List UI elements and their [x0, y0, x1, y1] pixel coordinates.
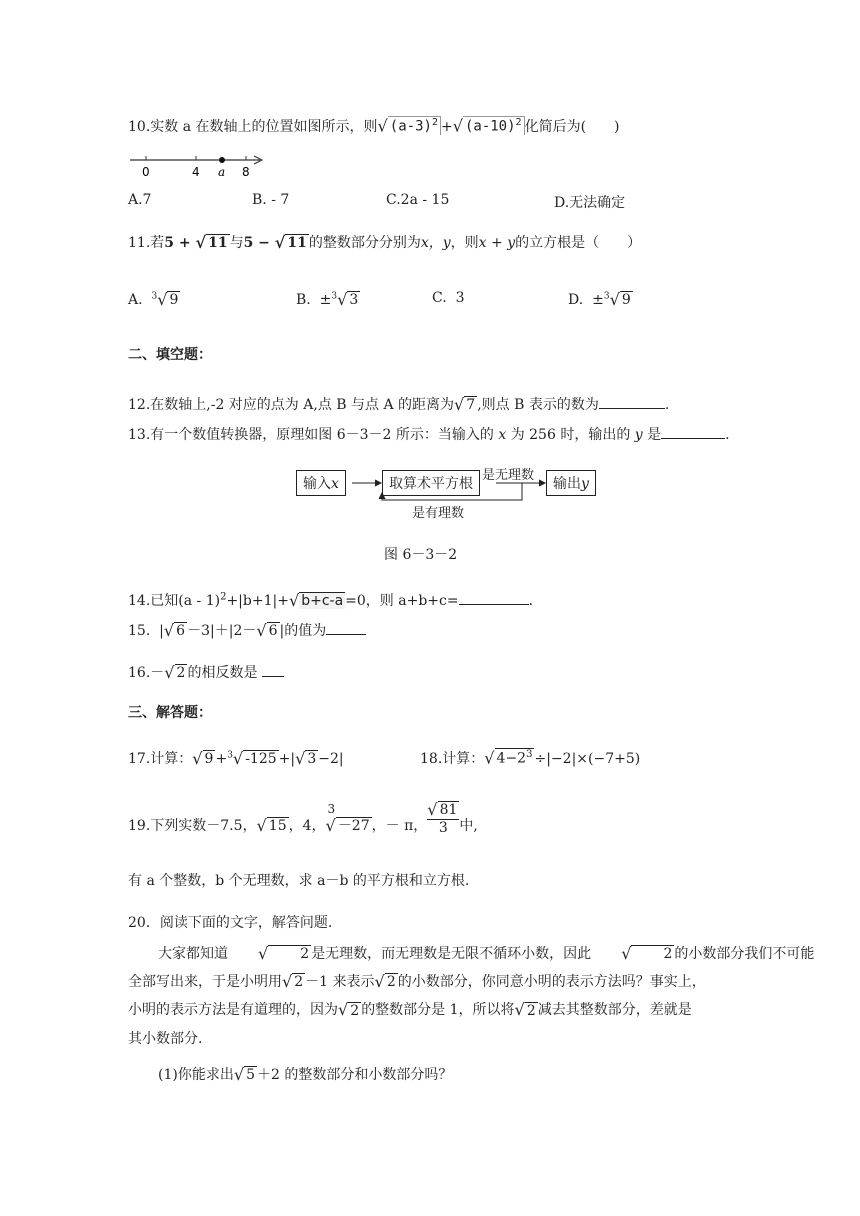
q20-p3-c: 减去其整数部分，差就是 [537, 1002, 692, 1019]
q14-text-b: +|b+1|+ [226, 593, 289, 609]
q11-mid: 与 [229, 235, 244, 251]
sqrt2-body: 2 [350, 1002, 360, 1019]
q10-option-c: C.2a - 15 [386, 192, 450, 208]
q15-radical-1: √ 6 [163, 620, 186, 640]
q20-p3-a: 小明的表示方法是有道理的，因为 [128, 1002, 338, 1019]
q18-rad-1: 4 [496, 751, 506, 767]
sqrt2-radical: √ 2 [374, 972, 396, 992]
q11-opt-c-value: 3 [455, 290, 465, 306]
q11-opt-a-rad: 9 [169, 292, 179, 309]
q13-text-b: 为 256 时，输出的 [510, 427, 631, 443]
q12-end: . [664, 397, 670, 413]
q19-index: 3 [327, 802, 336, 816]
q20-p1-a: 大家都知道 [158, 946, 228, 963]
q19-line-2: 有 a 个整数，b 个无理数，求 a－b 的平方根和立方根. [128, 873, 470, 889]
section-heading-solve: 三、解答题： [128, 705, 212, 721]
q19-text-b: 中, [459, 818, 478, 834]
q11-text-a: 11.若 [128, 235, 165, 251]
q15-abs2-pre: 2－ [233, 623, 257, 639]
q20-line-1 [128, 940, 815, 968]
q14-end: . [528, 593, 534, 609]
q11-option-a [128, 290, 180, 309]
q18-rad-body [495, 748, 535, 767]
q18-label: 18.计算： [420, 751, 485, 767]
q12-text-a: 12.在数轴上,-2 对应的点为 A,点 B 与点 A 的距离为 [128, 397, 455, 413]
q15-label: 15. [128, 623, 151, 639]
q10-rad1-body: (a-3) [389, 119, 432, 135]
arrow-head-icon [375, 480, 381, 486]
axis-label-0: 0 [142, 165, 150, 179]
answer-blank[interactable] [326, 622, 366, 635]
q13-text-a: 13.有一个数值转换器，原理如图 6－3－2 所示：当输入的 [128, 427, 494, 443]
arrow-head-icon [539, 480, 545, 486]
q19-cube-root [325, 802, 372, 835]
q11-opt-b-label: B. [296, 292, 311, 309]
q17-rad-1: 9 [204, 751, 214, 767]
flow-output-label: 输出 [553, 476, 581, 492]
q15-abs1-rest: －3 [187, 623, 210, 639]
q11-radical-1: √ 11 [195, 232, 228, 252]
q11-opt-a-index: 3 [151, 291, 158, 302]
answer-blank[interactable] [599, 396, 665, 409]
q16-rad: 2 [176, 665, 186, 681]
flow-input-label: 输入 [303, 476, 331, 492]
q11-rad-b: 11 [287, 235, 307, 251]
q11-xpy: x + y [478, 235, 516, 251]
q13-end: . [725, 427, 730, 443]
q12-text-b: ,则点 B 表示的数为 [477, 397, 599, 413]
q19-frac-num: √ 81 [427, 800, 458, 819]
sqrt2-body: 2 [294, 974, 304, 991]
q19-rad-2: －27 [337, 818, 370, 834]
q15-mid: ＋ [214, 623, 229, 639]
q16-radical: √ 2 [164, 662, 186, 682]
question-20-title: 20．阅读下面的文字，解答问题. [128, 915, 333, 931]
q17-radical-3: √ 3 [295, 748, 317, 768]
answer-blank[interactable] [661, 426, 725, 439]
q19-radical-1: √ 15 [256, 815, 287, 835]
flow-input-var: x [331, 476, 339, 492]
q11-expr1: 5 + [164, 235, 196, 251]
q17-index: 3 [227, 750, 233, 761]
flow-arrows [296, 464, 596, 524]
q11-text-d: 的立方根是（ ） [515, 235, 642, 251]
q11-option-d [568, 290, 633, 309]
q10-text-a: 10.实数 a 在数轴上的位置如图所示，则 [128, 119, 378, 135]
q20-reading-passage [128, 940, 815, 1053]
q20-p2-c: 的小数部分，你同意小明的表示方法吗？事实上， [397, 974, 706, 991]
q14-radical: √ b+c-a [288, 590, 344, 610]
q10-radical-2: √ $(a-10)^2$ [453, 116, 525, 135]
q10-pow2: 2 [515, 117, 522, 129]
section-heading-fill-blank: 二、填空题： [128, 347, 212, 363]
q14-pow: 2 [220, 591, 227, 603]
question-18: 18.计算：√ $4-2^3 \div|-2|\times(-7+5)$ [420, 748, 641, 768]
q20-sub1-a: (1)你能求出 [158, 1067, 234, 1083]
sqrt5-body: 5 [246, 1067, 256, 1083]
q11-opt-b-rad: 3 [349, 292, 359, 309]
question-14 [128, 590, 533, 610]
q11-opt-d-pm: ± [592, 292, 604, 309]
q18-rest2: ÷ [534, 751, 547, 767]
q20-line-2 [128, 968, 732, 996]
arrow-loop-back [382, 483, 522, 500]
q18-rest3: ×(−7+5) [576, 751, 641, 767]
q14-rad: b+c-a [301, 593, 344, 609]
answer-blank[interactable] [262, 664, 284, 677]
q13-x: x [498, 427, 507, 443]
q20-p2-a: 全部写出来，于是小明用 [128, 974, 282, 991]
flow-process-box: 取算术平方根 [382, 470, 480, 496]
q11-text-c: ，则 [450, 235, 479, 251]
axis-label-a: a [218, 165, 226, 179]
q11-text-b: 的整数部分分别为 [308, 235, 421, 251]
number-line-figure [128, 150, 268, 180]
q18-radical: √ $4-2^3$ [484, 748, 533, 768]
q20-line-4: 其小数部分. [128, 1030, 203, 1047]
q11-xy: x，y [420, 235, 451, 251]
q19-radical-2: √ －27 [325, 815, 370, 835]
q19-line [128, 800, 478, 836]
q20-sub-question-1 [158, 1064, 452, 1084]
q10-option-a: A.7 [128, 192, 152, 208]
q13-text-c: 是 [647, 427, 662, 443]
q19-fraction [427, 800, 459, 836]
sqrt2-radical: √ 2 [338, 1000, 360, 1020]
question-13 [128, 424, 730, 444]
q10-option-d: D.无法确定 [554, 195, 626, 211]
q19-mid1: ，4， [288, 818, 326, 834]
q11-opt-d-radical: √ 9 [609, 290, 631, 309]
flow-rational-label: 是有理数 [412, 506, 465, 521]
q11-option-c [432, 290, 465, 306]
q18-abs: −2 [550, 751, 572, 767]
q11-opt-d-rad: 9 [621, 292, 631, 309]
question-19 [128, 800, 478, 840]
question-12 [128, 394, 669, 414]
answer-blank[interactable] [459, 592, 529, 605]
q10-pow1: 2 [431, 117, 438, 129]
q17-radical-2: √ -125 [232, 748, 277, 768]
question-11-stem [128, 232, 641, 252]
q15-rad-1: 6 [176, 623, 186, 639]
q11-expr2: 5 − [243, 235, 275, 251]
q19-rad-1: 15 [268, 818, 287, 834]
q16-text-b: 的相反数是 [187, 665, 258, 681]
q19-mid2: ，－ π， [371, 818, 428, 834]
sqrt2-radical: √ 2 [621, 944, 673, 963]
q20-p1-c: 的小数部分我们不可能 [674, 946, 815, 963]
q12-radical: √ 7 [454, 394, 476, 414]
sqrt2-radical: √ 2 [258, 944, 310, 963]
q11-rad-a: 11 [208, 235, 228, 251]
q17-label: 17.计算： [128, 751, 193, 767]
q10-radical-1: √ $(a-3)^2$ [378, 116, 441, 135]
sqrt2-body: 2 [268, 945, 311, 962]
q11-opt-b-index: 3 [331, 291, 338, 302]
question-15: 15. |√ 6 －3|＋|2－√ 6 |的值为 [128, 620, 366, 640]
q20-p2-b: －1 来表示 [305, 974, 375, 991]
q20-p3-b: 的整数部分是 1，所以将 [361, 1002, 515, 1019]
q15-text-b: 的值为 [284, 623, 327, 639]
flow-output-var: y [581, 476, 589, 492]
q19-frac-num-rad: 81 [439, 802, 458, 819]
sqrt2-body: 2 [631, 945, 674, 962]
sqrt2-body: 2 [386, 974, 396, 991]
q11-opt-b-pm: ± [319, 292, 332, 309]
q20-p1-b: 是无理数，而无理数是无限不循环小数，因此 [311, 946, 592, 963]
question-10-stem [128, 116, 620, 136]
point-a [219, 157, 225, 163]
q11-opt-b-radical: √ 3 [337, 290, 359, 309]
sqrt2-body: 2 [526, 1002, 536, 1019]
q15-radical-2: √ 6 [256, 620, 278, 640]
q17-rest: −2 [318, 751, 339, 767]
converter-flow-diagram [296, 464, 596, 524]
q10-option-b: B. - 7 [252, 192, 290, 208]
arrow-head-icon [379, 493, 385, 499]
flow-irrational-label: 是无理数 [482, 468, 535, 483]
axis-label-4: 4 [192, 165, 200, 179]
q17-plus-1: + [215, 751, 228, 767]
q20-sub1-b: ＋2 的整数部分和小数部分吗？ [257, 1067, 453, 1083]
q11-opt-c-label: C. [432, 290, 447, 306]
q17-rad-3: 3 [307, 751, 317, 767]
q18-pow: 3 [526, 749, 533, 761]
q19-text-a: 19.下列实数－7.5， [128, 818, 257, 834]
q16-pre: 16.－ [128, 665, 165, 681]
q11-opt-a-radical: √ 9 [157, 290, 179, 309]
sqrt2-radical: √ 2 [514, 1000, 536, 1020]
q10-text-b: 化简后为( ) [524, 119, 620, 135]
question-17: 17.计算：√ 9 +$^3$√ -125 +|√ 3 −2| [128, 748, 344, 768]
q17-radical-1: √ 9 [192, 748, 214, 768]
q11-opt-d-label: D. [568, 292, 584, 309]
sqrt5-radical: √ 5 [233, 1064, 256, 1084]
q14-text-c: =0，则 a+b+c= [345, 593, 459, 609]
question-16 [128, 662, 284, 682]
q10-plus: + [440, 119, 453, 135]
q17-rad-2: -125 [245, 751, 277, 767]
q11-radical-2: √ 11 [274, 232, 307, 252]
q19-frac-den: 3 [438, 820, 448, 836]
q14-text-a: 14.已知(a - 1) [128, 593, 221, 609]
q11-opt-d-index: 3 [603, 291, 610, 302]
q11-option-b [296, 290, 360, 309]
figure-caption: 图 6－3－2 [384, 547, 458, 563]
q17-plus-2: + [278, 751, 291, 767]
q15-rad-2: 6 [268, 623, 278, 639]
q12-rad: 7 [466, 397, 476, 413]
q10-rad2-body: (a-10) [464, 119, 516, 135]
q18-rest: −2 [505, 751, 527, 767]
sqrt2-radical: √ 2 [282, 972, 304, 992]
q13-y: y [634, 427, 643, 443]
q11-opt-a-label: A. [128, 292, 143, 309]
axis-label-8: 8 [242, 165, 250, 179]
q20-line-3 [128, 996, 732, 1024]
